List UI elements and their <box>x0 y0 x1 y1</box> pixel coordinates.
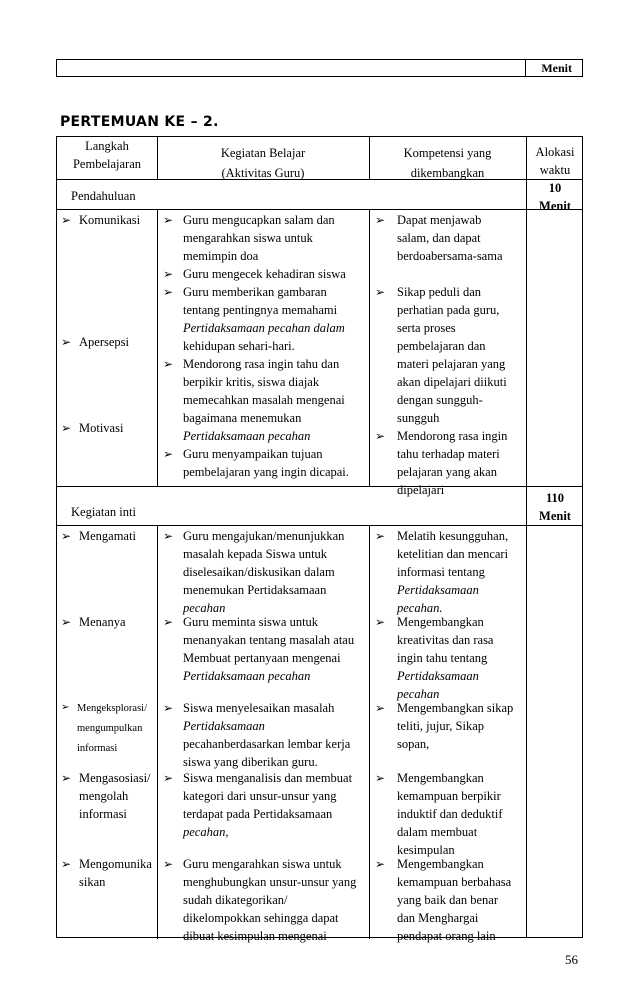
kegiatan-line: Guru mengecek kehadiran siswa <box>183 267 346 281</box>
section-pendahuluan-label: Pendahuluan <box>71 189 136 203</box>
kompetensi-line: kesimpulan <box>397 843 455 857</box>
kegiatan-item <box>183 445 349 481</box>
kegiatan-line: berpikir kritis, siswa diajak <box>183 375 320 389</box>
kompetensi-line: akan dipelajari diikuti <box>397 375 507 389</box>
arrow-bullet-icon: ➢ <box>163 615 174 629</box>
kegiatan-line <box>183 823 352 841</box>
arrow-bullet-icon: ➢ <box>163 857 174 871</box>
kegiatan-line-italic: Pertidaksamaan pecahan <box>183 669 311 683</box>
arrow-bullet-icon: ➢ <box>61 615 72 629</box>
arrow-bullet-icon: ➢ <box>375 213 386 227</box>
kegiatan-line-italic: Pertidaksamaan pecahan dalam <box>183 321 345 335</box>
kegiatan-line: Guru memberikan gambaran <box>183 285 327 299</box>
kompetensi-line: sopan, <box>397 737 430 751</box>
kegiatan-line-italic: Pertidaksamaan pecahan <box>183 429 311 443</box>
kompetensi-line: pendapat orang lain <box>397 929 496 943</box>
kompetensi-line: perhatian pada guru, <box>397 303 500 317</box>
arrow-bullet-icon: ➢ <box>375 771 386 785</box>
kegiatan-line: Siswa menyelesaikan masalah <box>183 701 335 715</box>
arrow-bullet-icon: ➢ <box>163 267 174 281</box>
langkah-item: Motivasi <box>79 421 124 435</box>
kegiatan-line: Guru mengajukan/menunjukkan <box>183 529 345 543</box>
header-kompetensi-line: Kompetensi yang <box>403 146 492 160</box>
col-divider <box>369 209 370 486</box>
section-heading: PERTEMUAN KE – 2. <box>60 114 219 130</box>
kegiatan-line: kategori dari unsur-unsur yang <box>183 789 337 803</box>
kompetensi-line: kemampuan berbahasa <box>397 875 512 889</box>
kegiatan-item <box>183 355 345 445</box>
kegiatan-line: Guru mengucapkan salam dan <box>183 213 335 227</box>
kegiatan-line: menanyakan tentang masalah atau <box>183 633 355 647</box>
header-kegiatan-line: Kegiatan Belajar <box>220 146 306 160</box>
kegiatan-line: memecahkan masalah mengenai <box>183 393 345 407</box>
kegiatan-item <box>183 527 344 617</box>
header-langkah-line: Pembelajaran <box>72 157 142 171</box>
kegiatan-line: Guru meminta siswa untuk <box>183 615 319 629</box>
top-table-menit: Menit <box>541 61 572 75</box>
arrow-bullet-icon: ➢ <box>163 529 174 543</box>
arrow-bullet-icon: ➢ <box>61 857 72 871</box>
kompetensi-line: Mengembangkan <box>397 857 484 871</box>
kegiatan-line: Siswa menganalisis dan membuat <box>183 771 353 785</box>
kegiatan-line: Guru mengarahkan siswa untuk <box>183 857 342 871</box>
header-kompetensi-line: dikembangkan <box>410 166 485 180</box>
kegiatan-line <box>183 319 345 337</box>
kompetensi-line <box>397 667 493 685</box>
time-unit: Menit <box>539 509 571 523</box>
row-divider <box>57 209 582 210</box>
kompetensi-line: ketelitian dan mencari <box>397 547 509 561</box>
kegiatan-line: menemukan Pertidaksamaan <box>183 583 327 597</box>
time-value: 110 <box>545 491 565 505</box>
langkah-line: Menanya <box>79 615 126 629</box>
page-number: 56 <box>565 952 578 967</box>
header-kompetensi <box>369 143 526 183</box>
header-kegiatan-line: (Aktivitas Guru) <box>221 166 305 180</box>
kegiatan-line: dibuat kesimpulan mengenai <box>183 929 327 943</box>
kegiatan-line-italic: pecahan <box>183 601 226 615</box>
kegiatan-line <box>183 717 350 735</box>
langkah-line: Mengeksplorasi/ <box>77 703 147 714</box>
kegiatan-line: memimpin doa <box>183 249 259 263</box>
arrow-bullet-icon: ➢ <box>61 702 70 713</box>
kegiatan-item <box>183 769 352 841</box>
kompetensi-line: pelajaran yang akan <box>397 465 497 479</box>
kompetensi-item <box>397 527 508 617</box>
arrow-bullet-icon: ➢ <box>61 335 72 349</box>
kompetensi-line: Mengembangkan sikap <box>397 701 514 715</box>
kegiatan-line: tentang pentingnya memahami <box>183 303 338 317</box>
kompetensi-line-italic: pecahan. <box>397 601 443 615</box>
kompetensi-item <box>397 211 503 265</box>
col-divider <box>157 525 158 939</box>
kegiatan-line: menghubungkan unsur-unsur yang <box>183 875 357 889</box>
arrow-bullet-icon: ➢ <box>163 701 174 715</box>
kegiatan-item <box>183 265 346 283</box>
kompetensi-line: kemampuan berpikir <box>397 789 501 803</box>
langkah-line: sikan <box>79 875 106 889</box>
arrow-bullet-icon: ➢ <box>163 285 174 299</box>
arrow-bullet-icon: ➢ <box>163 357 174 371</box>
kegiatan-item <box>183 613 354 685</box>
langkah-item <box>79 769 151 823</box>
kompetensi-line: teliti, jujur, Sikap <box>397 719 484 733</box>
header-langkah-line: Langkah <box>85 139 129 153</box>
kegiatan-item <box>183 283 345 355</box>
langkah-item <box>77 699 147 759</box>
kompetensi-line: Sikap peduli dan <box>397 285 482 299</box>
arrow-bullet-icon: ➢ <box>375 615 386 629</box>
col-divider <box>157 209 158 486</box>
kegiatan-line: pecahanberdasarkan lembar kerja <box>183 737 351 751</box>
langkah-item: Apersepsi <box>79 335 129 349</box>
top-table <box>56 59 583 77</box>
langkah-item <box>79 855 152 891</box>
kegiatan-line: kehidupan sehari-hari. <box>183 339 295 353</box>
kompetensi-line: informasi tentang <box>397 565 485 579</box>
kompetensi-line: berdoabersama-sama <box>397 249 503 263</box>
pendahuluan-time <box>526 179 584 215</box>
kompetensi-line: kreativitas dan rasa <box>397 633 494 647</box>
kegiatan-item <box>183 699 350 771</box>
kegiatan-line: mengarahkan siswa untuk <box>183 231 313 245</box>
kompetensi-line: tahu terhadap materi <box>397 447 500 461</box>
lesson-table <box>56 136 583 943</box>
kompetensi-line: dalam membuat <box>397 825 478 839</box>
kompetensi-line-italic: Pertidaksamaan <box>397 583 479 597</box>
kompetensi-line-italic: pecahan <box>397 687 440 701</box>
kompetensi-line: pembelajaran dan <box>397 339 486 353</box>
header-kegiatan <box>157 143 369 183</box>
kompetensi-line: Mendorong rasa ingin <box>397 429 508 443</box>
kegiatan-line: diselesaikan/diskusikan dalam <box>183 565 335 579</box>
time-unit: Menit <box>539 199 571 213</box>
kegiatan-line: Membuat pertanyaan mengenai <box>183 651 341 665</box>
arrow-bullet-icon: ➢ <box>61 213 72 227</box>
kegiatan-item <box>183 855 356 945</box>
kompetensi-line: sungguh <box>397 411 440 425</box>
kegiatan-line: masalah kepada Siswa untuk <box>183 547 328 561</box>
arrow-bullet-icon: ➢ <box>163 213 174 227</box>
kompetensi-line: ingin tahu tentang <box>397 651 488 665</box>
kompetensi-line: induktif dan deduktif <box>397 807 503 821</box>
kompetensi-line: Dapat menjawab <box>397 213 482 227</box>
arrow-bullet-icon: ➢ <box>375 857 386 871</box>
langkah-item <box>79 527 136 545</box>
kegiatan-item <box>183 211 335 265</box>
kompetensi-item <box>397 283 507 427</box>
langkah-item: Komunikasi <box>79 213 141 227</box>
langkah-line: informasi <box>77 743 118 754</box>
arrow-bullet-icon: ➢ <box>375 701 386 715</box>
arrow-bullet-icon: ➢ <box>61 529 72 543</box>
inti-time <box>526 489 584 525</box>
header-langkah <box>57 137 157 173</box>
kegiatan-line: terdapat pada Pertidaksamaan <box>183 807 333 821</box>
arrow-bullet-icon: ➢ <box>163 771 174 785</box>
col-divider <box>369 525 370 939</box>
kegiatan-line: Guru menyampaikan tujuan <box>183 447 323 461</box>
langkah-item <box>79 613 126 631</box>
kegiatan-line: siswa yang diberikan guru. <box>183 755 318 769</box>
langkah-line: Mengomunika <box>79 857 152 871</box>
kegiatan-line <box>183 427 345 445</box>
header-alokasi-line: waktu <box>539 163 571 177</box>
top-table-separator <box>525 60 526 76</box>
kompetensi-line-italic: Pertidaksamaan <box>397 669 479 683</box>
arrow-bullet-icon: ➢ <box>375 285 386 299</box>
langkah-line: Mengamati <box>79 529 136 543</box>
kompetensi-line: materi pelajaran yang <box>397 357 506 371</box>
kegiatan-line: Mendorong rasa ingin tahu dan <box>183 357 340 371</box>
header-alokasi-line: Alokasi <box>535 145 575 159</box>
arrow-bullet-icon: ➢ <box>375 429 386 443</box>
col-divider <box>526 137 527 937</box>
section-inti-label: Kegiatan inti <box>71 505 136 519</box>
kompetensi-item <box>397 699 513 753</box>
kompetensi-line: serta proses <box>397 321 456 335</box>
langkah-line: mengumpulkan <box>77 723 143 734</box>
kompetensi-line: salam, dan dapat <box>397 231 481 245</box>
kegiatan-line-italic: Pertidaksamaan <box>183 719 265 733</box>
langkah-line: informasi <box>79 807 127 821</box>
kompetensi-item <box>397 427 507 499</box>
kompetensi-line: Melatih kesungguhan, <box>397 529 509 543</box>
row-divider <box>57 525 582 526</box>
kegiatan-line <box>183 667 354 685</box>
kompetensi-line: yang baik dan benar <box>397 893 499 907</box>
kompetensi-line <box>397 581 508 599</box>
kompetensi-item <box>397 613 493 703</box>
kegiatan-line-italic: pecahan, <box>183 825 229 839</box>
kompetensi-line: Mengembangkan <box>397 615 484 629</box>
kompetensi-line: dan Menghargai <box>397 911 479 925</box>
langkah-line: Mengasosiasi/ <box>79 771 151 785</box>
header-alokasi <box>526 143 584 179</box>
kegiatan-line: pembelajaran yang ingin dicapai. <box>183 465 349 479</box>
kompetensi-line: dengan sungguh- <box>397 393 483 407</box>
arrow-bullet-icon: ➢ <box>163 447 174 461</box>
arrow-bullet-icon: ➢ <box>61 421 72 435</box>
arrow-bullet-icon: ➢ <box>375 529 386 543</box>
kegiatan-line: dikelompokkan sehingga dapat <box>183 911 339 925</box>
kompetensi-item <box>397 769 503 859</box>
kompetensi-line: Mengembangkan <box>397 771 484 785</box>
kegiatan-line: sudah dikategorikan/ <box>183 893 288 907</box>
kegiatan-line: bagaimana menemukan <box>183 411 302 425</box>
langkah-line: mengolah <box>79 789 129 803</box>
kompetensi-item <box>397 855 511 945</box>
time-value: 10 <box>548 181 562 195</box>
kompetensi-line: dipelajari <box>397 483 445 497</box>
arrow-bullet-icon: ➢ <box>61 771 72 785</box>
